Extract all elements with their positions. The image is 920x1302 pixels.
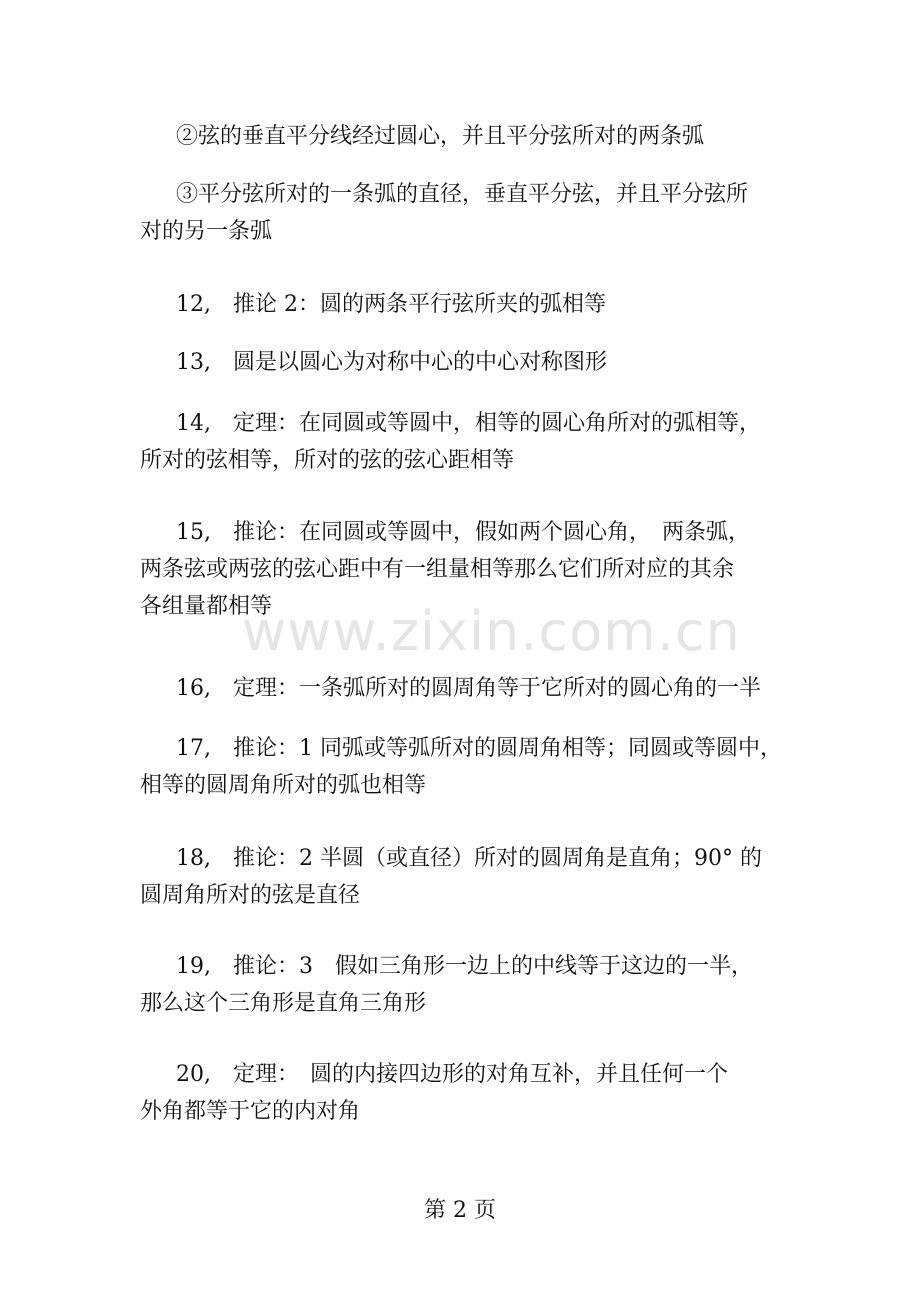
- text-line: ②弦的垂直平分线经过圆心，并且平分弦所对的两条弧: [176, 124, 705, 149]
- paragraph-bisect-arc: [140, 176, 790, 250]
- paragraph-item-15: [140, 514, 790, 625]
- watermark: www.zixin.com.cn: [242, 600, 741, 663]
- text-line: 相等的圆周角所对的弧也相等: [140, 773, 427, 798]
- paragraph-item-20: [140, 1056, 790, 1130]
- text-line: 17, 推论：1 同弧或等弧所对的圆周角相等；同圆或等圆中，: [176, 736, 782, 761]
- paragraph-item-16: [140, 670, 790, 707]
- text-line: 16, 定理：一条弧所对的圆周角等于它所对的圆心角的一半: [176, 676, 761, 701]
- text-line: 19, 推论：3 假如三角形一边上的中线等于这边的一半，: [176, 954, 753, 979]
- paragraph-item-13: [140, 344, 790, 381]
- paragraph-item-17: [140, 730, 790, 804]
- text-line: ③平分弦所对的一条弧的直径，垂直平分弦，并且平分弦所: [176, 182, 749, 207]
- text-line: 外角都等于它的内对角: [140, 1099, 361, 1124]
- text-line: 20, 定理： 圆的内接四边形的对角互补，并且任何一个: [176, 1062, 728, 1087]
- paragraph-item-18: [140, 840, 790, 914]
- paragraph-item-12: [140, 286, 790, 323]
- text-line: 对的另一条弧: [140, 219, 273, 244]
- page-number: 第 2 页: [424, 1198, 496, 1223]
- paragraph-item-14: [140, 405, 790, 479]
- text-line: 15, 推论：在同圆或等圆中，假如两个圆心角， 两条弧，: [176, 520, 750, 545]
- text-line: 18, 推论：2 半圆（或直径）所对的圆周角是直角；90° 的: [176, 846, 762, 871]
- text-line: 所对的弦相等，所对的弦的弦心距相等: [140, 448, 515, 473]
- paragraph-perpendicular-bisector: [140, 118, 790, 155]
- text-line: 两条弦或两弦的弦心距中有一组量相等那么它们所对应的其余: [140, 557, 735, 582]
- text-line: 13, 圆是以圆心为对称中心的中心对称图形: [176, 350, 607, 375]
- paragraph-item-19: [140, 948, 790, 1022]
- text-line: 各组量都相等: [140, 594, 273, 619]
- text-line: 14, 定理：在同圆或等圆中，相等的圆心角所对的弧相等，: [176, 411, 761, 436]
- text-line: 那么这个三角形是直角三角形: [140, 991, 427, 1016]
- text-line: 圆周角所对的弦是直径: [140, 883, 361, 908]
- text-line: 12, 推论 2：圆的两条平行弦所夹的弧相等: [176, 292, 606, 317]
